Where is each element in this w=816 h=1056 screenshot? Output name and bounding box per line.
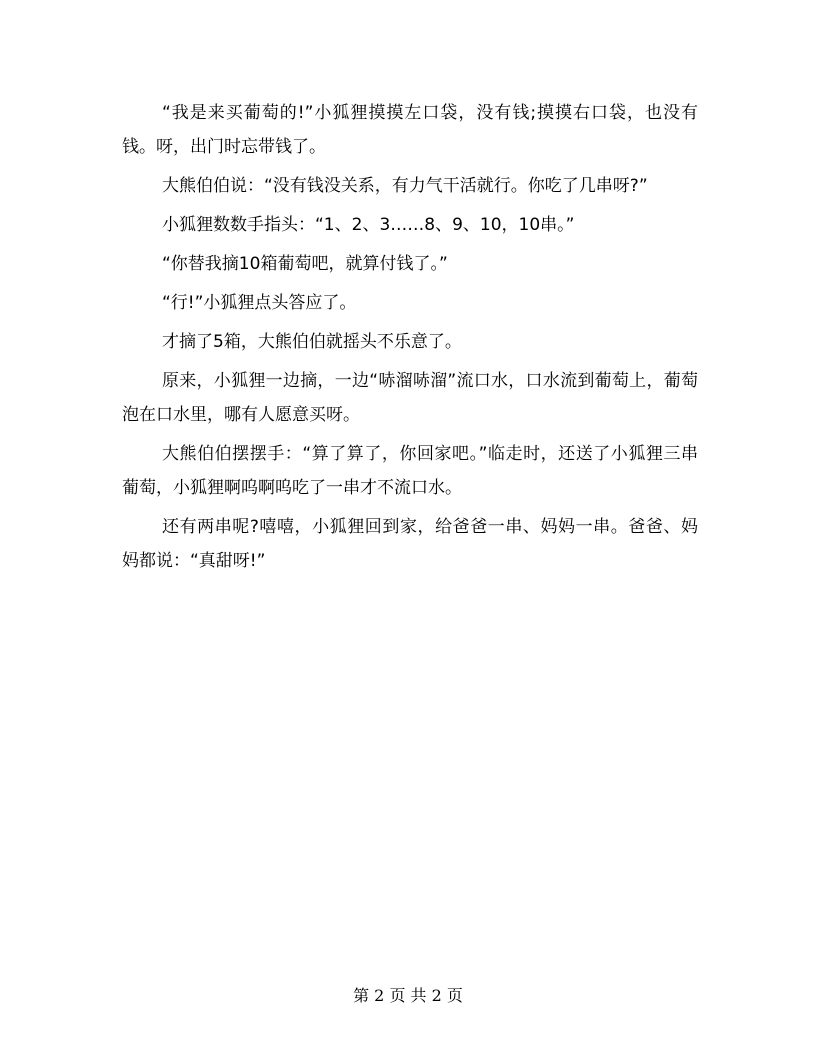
paragraph: 大熊伯伯摆摆手：“算了算了，你回家吧。”临走时，还送了小狐狸三串葡萄，小狐狸啊呜啊呜吃了一串才不流口水。: [122, 444, 698, 498]
document-body: [122, 96, 698, 583]
paragraph: 才摘了5箱，大熊伯伯就摇头不乐意了。: [162, 332, 462, 352]
paragraph: 小狐狸数数手指头：“1、2、3……8、9、10，10串。”: [162, 215, 575, 235]
paragraph: “行!”小狐狸点头答应了。: [162, 293, 357, 313]
paragraph: 原来，小狐狸一边摘，一边“哧溜哧溜”流口水，口水流到葡萄上，葡萄泡在口水里，哪有人愿意买呀。: [122, 371, 698, 425]
paragraph: 还有两串呢?嘻嘻，小狐狸回到家，给爸爸一串、妈妈一串。爸爸、妈妈都说：“真甜呀!”: [122, 517, 698, 571]
page-number-footer: 第 2 页 共 2 页: [353, 986, 463, 1005]
paragraph: “你替我摘10箱葡萄吧，就算付钱了。”: [162, 254, 448, 274]
paragraph: “我是来买葡萄的!”小狐狸摸摸左口袋，没有钱;摸摸右口袋，也没有钱。呀，出门时忘带钱了。: [122, 103, 698, 157]
paragraph: 大熊伯伯说：“没有钱没关系，有力气干活就行。你吃了几串呀?”: [162, 176, 648, 196]
